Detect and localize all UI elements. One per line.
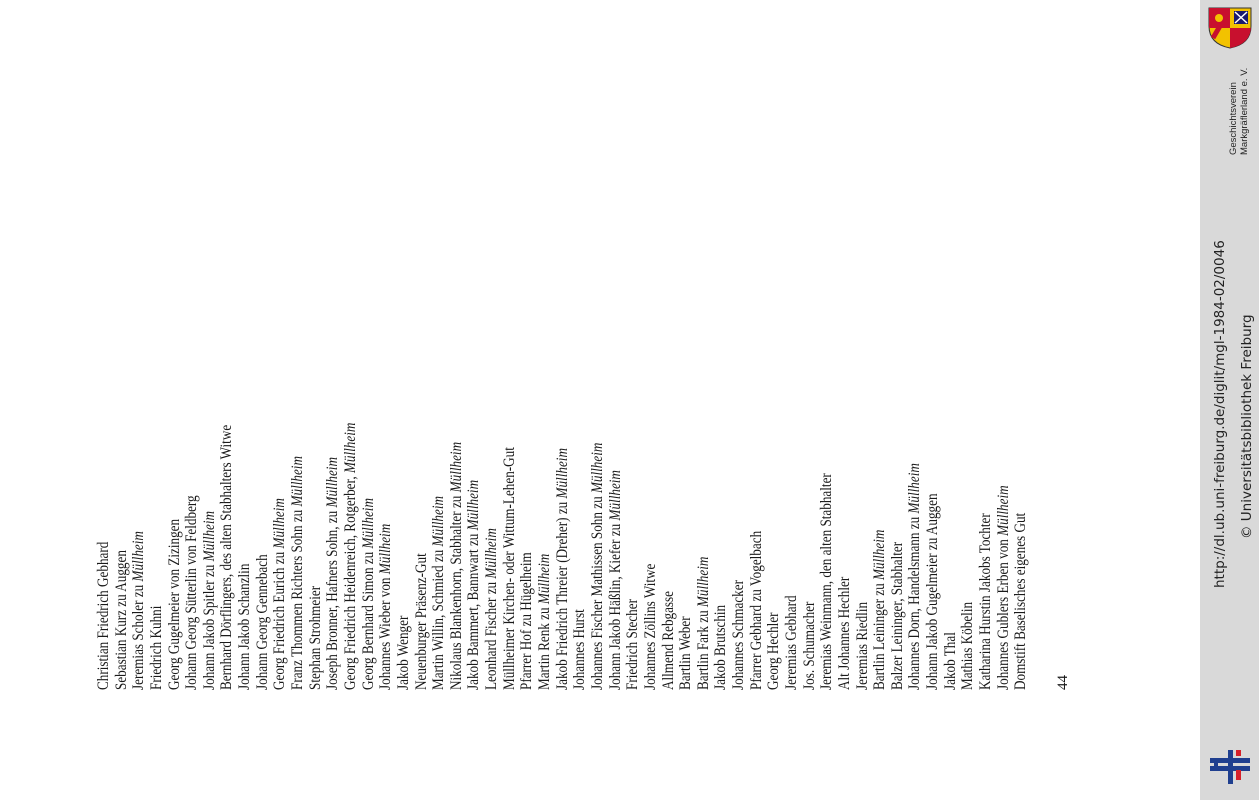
entry-place: Müllheim: [200, 510, 218, 562]
society-line-2: Markgräflerland e. V.: [1239, 67, 1250, 155]
entry-place: Müllheim: [694, 556, 712, 608]
name-entry: [712, 363, 730, 690]
entry-text: Neuenburger Präsenz-Gut: [412, 553, 430, 690]
name-entry: [342, 363, 360, 690]
name-entry: [995, 363, 1013, 690]
entry-place: Müllheim: [324, 457, 342, 508]
name-entry: [360, 363, 378, 690]
name-entry: [218, 363, 236, 690]
name-entry: [660, 363, 678, 690]
entry-text: Leonhard Fischer zu: [483, 578, 501, 690]
entry-text: Pfarrer Gebhard zu Vogelbach: [747, 530, 765, 690]
name-entry: [677, 363, 695, 690]
entry-text: Christian Friedrich Gebhard: [95, 541, 112, 690]
entry-text: Georg Friedrich Eurich zu: [271, 548, 289, 690]
name-entry: [571, 363, 589, 690]
name-entry: [624, 363, 642, 690]
entry-text: Friedrich Kuhni: [147, 605, 165, 690]
entry-text: Franz Thommen Richters Sohn zu: [289, 506, 307, 690]
entry-text: Jakob Brutschin: [712, 604, 730, 690]
name-entry: [536, 363, 554, 690]
name-entry: [113, 363, 131, 690]
entry-text: Nikolaus Blankenhorn, Stabhalter zu: [447, 492, 465, 690]
entry-text: Georg Bernhard Simon zu: [359, 548, 377, 690]
entry-place: Müllheim: [359, 498, 377, 549]
entry-text: Johannes Wieber von: [377, 574, 395, 690]
name-entry: [148, 363, 166, 690]
entry-place: Müllheim: [289, 456, 307, 507]
name-entry: [518, 363, 536, 690]
ub-freiburg-logo-icon: [1210, 748, 1252, 784]
entry-place: Müllheim: [994, 485, 1012, 536]
entry-place: Müllheim: [271, 498, 289, 549]
name-entry: [1012, 363, 1030, 690]
name-entry: [501, 363, 519, 690]
entry-place: Müllheim: [588, 442, 606, 494]
entry-text: Martin Willin, Schmied zu: [430, 546, 448, 690]
name-entry: [430, 363, 448, 690]
entry-text: Joseph Bronner, Hafners Sohn, zu: [324, 507, 342, 690]
name-entry: [871, 363, 889, 690]
entry-text: Jakob Bammert, Bannwart zu: [465, 530, 483, 690]
entry-text: Müllheimer Kirchen- oder Wittum-Lehen-Gut: [500, 447, 518, 690]
society-line-1: Geschichtsverein: [1228, 82, 1239, 155]
name-entry: [254, 363, 272, 690]
name-entry: [324, 363, 342, 690]
entry-text: Johannes Gublers Erben von: [994, 535, 1012, 690]
entry-text: Bartlin Fark zu: [694, 607, 712, 690]
rotated-text-block: [95, 310, 1075, 690]
name-entry: [924, 363, 942, 690]
name-entry: [942, 363, 960, 690]
entry-place: Müllheim: [341, 422, 359, 474]
entry-text: Georg Gugelmeier von Zizingen: [165, 518, 183, 690]
entry-place: Müllheim: [553, 448, 571, 499]
entry-text: Martin Renk zu: [536, 604, 554, 690]
name-entry: [289, 363, 307, 690]
entry-text: Alt Johannes Hechler: [835, 576, 853, 690]
entry-text: Allmend Rebgasse: [659, 590, 677, 690]
name-entry: [236, 363, 254, 690]
entry-text: Bernhard Dörflingers, des alten Stabhalters Witwe: [218, 424, 236, 690]
entry-text: Johann Jakob Spitler zu: [200, 561, 218, 690]
entry-text: Pfarrer Hof zu Hügelheim: [518, 552, 536, 690]
name-entry: [307, 363, 325, 690]
entry-place: Müllheim: [447, 441, 465, 493]
coat-of-arms-icon: [1207, 6, 1253, 50]
name-entry: [695, 363, 713, 690]
entry-place: Müllheim: [483, 528, 501, 579]
name-entry: [166, 363, 184, 690]
names-list: [95, 310, 1030, 690]
entry-text: Domstift Baselisches eigenes Gut: [1012, 512, 1030, 690]
entry-place: Müllheim: [130, 531, 148, 582]
entry-place: Müllheim: [871, 529, 889, 581]
name-entry: [554, 363, 572, 690]
name-entry: [730, 363, 748, 690]
entry-text: Sebastian Kurz zu Auggen: [112, 550, 130, 690]
entry-place: Müllheim: [465, 479, 483, 531]
entry-text: Georg Friedrich Heidenreich, Rotgerber,: [341, 473, 359, 690]
entry-text: Georg Hechler: [765, 612, 783, 690]
entry-place: Müllheim: [536, 553, 554, 605]
entry-text: Johann Jakob Schanzlin: [236, 563, 254, 690]
society-name: [1228, 68, 1250, 155]
name-entry: [607, 363, 625, 690]
name-entry: [836, 363, 854, 690]
entry-text: Johann Jakob Gugelmeier zu Auggen: [924, 493, 942, 690]
name-entry: [906, 363, 924, 690]
entry-text: Johannes Zöllins Witwe: [641, 563, 659, 690]
entry-text: Stephan Strohmeier: [306, 585, 324, 690]
entry-text: Friedrich Stecher: [624, 599, 642, 690]
entry-text: Jakob Thal: [941, 632, 959, 690]
page-number: 44: [1055, 675, 1071, 690]
name-entry: [959, 363, 977, 690]
entry-text: Bartlin Leininger zu: [871, 580, 889, 690]
name-entry: [483, 363, 501, 690]
name-entry: [977, 363, 995, 690]
entry-text: Bartlin Weber: [677, 616, 695, 690]
entry-text: Johann Georg Gennebach: [253, 554, 271, 690]
entry-text: Jeremias Gebhard: [782, 595, 800, 690]
name-entry: [183, 363, 201, 690]
entry-text: Jakob Wenger: [394, 615, 412, 690]
entry-text: Johannes Dorn, Handelsmann zu: [906, 513, 924, 690]
entry-text: Johannes Fischer Mathissen Sohn zu: [588, 493, 606, 690]
entry-text: Johannes Schmacker: [730, 580, 748, 690]
name-entry: [465, 363, 483, 690]
entry-text: Katharina Hurstin Jakobs Tochter: [977, 513, 995, 690]
name-entry: [783, 363, 801, 690]
entry-text: Jeremias Weinmann, den alten Stabhalter: [818, 473, 836, 690]
name-entry: [448, 363, 466, 690]
name-entry: [271, 363, 289, 690]
name-entry: [201, 363, 219, 690]
name-entry: [377, 363, 395, 690]
entry-text: Jeremias Riedlin: [853, 601, 871, 690]
entry-place: Müllheim: [377, 523, 395, 575]
name-entry: [130, 363, 148, 690]
entry-place: Müllheim: [430, 496, 448, 547]
name-entry: [801, 363, 819, 690]
entry-text: Balzer Leininger, Stabhalter: [888, 541, 906, 690]
entry-text: Johann Georg Sütterlin von Feldberg: [183, 495, 201, 690]
name-entry: [854, 363, 872, 690]
name-entry: [642, 363, 660, 690]
name-entry: [765, 363, 783, 690]
name-entry: [589, 363, 607, 690]
copyright-notice: © Universitätsbibliothek Freiburg: [1239, 314, 1255, 539]
entry-text: Jakob Friedrich Threier (Dreher) zu: [553, 498, 571, 690]
entry-place: Müllheim: [906, 463, 924, 514]
entry-text: Johannes Hurst: [571, 609, 589, 690]
entry-text: Jos. Schumacher: [800, 601, 818, 690]
name-entry: [413, 363, 431, 690]
document-url-link[interactable]: http://dl.ub.uni-freiburg.de/diglit/mgl-1984-02/0046: [1212, 240, 1228, 588]
name-entry: [395, 363, 413, 690]
name-entry: [748, 363, 766, 690]
entry-place: Müllheim: [606, 470, 624, 521]
entry-text: Jeremias Scholer zu: [130, 581, 148, 690]
entry-text: Mathias Köbelin: [959, 601, 977, 690]
name-entry: [95, 363, 113, 690]
name-entry: [889, 363, 907, 690]
entry-text: Johann Jakob Häßlin, Kiefer zu: [606, 520, 624, 690]
name-entry: [818, 363, 836, 690]
